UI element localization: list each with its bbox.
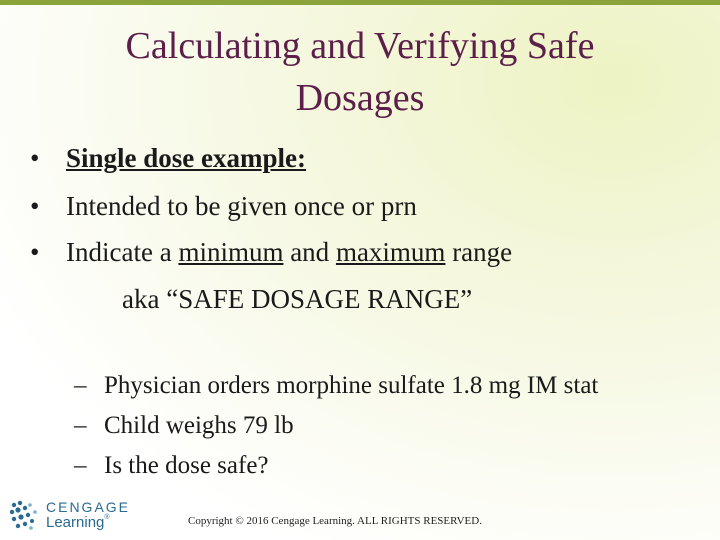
cengage-logo bbox=[8, 497, 138, 535]
bullet-text-minimum: minimum bbox=[178, 237, 284, 267]
bullet-dot: • bbox=[30, 237, 40, 267]
sub-bullet-item bbox=[74, 372, 598, 400]
sub-bullet-text: Is the dose safe? bbox=[104, 452, 269, 479]
logo-text-bottom bbox=[46, 514, 110, 531]
copyright-notice: Copyright © 2016 Cengage Learning. ALL RIGHTS RESERVED. bbox=[188, 515, 482, 527]
cengage-logo-mark-icon bbox=[8, 499, 42, 531]
sub-bullet-text: Child weighs 79 lb bbox=[104, 412, 294, 439]
bullet-text-post: range bbox=[445, 237, 513, 267]
slide-title bbox=[40, 20, 680, 124]
logo-text-top: CENGAGE bbox=[46, 499, 131, 515]
sub-bullet-text: Physician orders morphine sulfate 1.8 mg IM stat bbox=[104, 372, 599, 399]
sub-dash: – bbox=[74, 372, 87, 399]
bullet-text: Intended to be given once or prn bbox=[66, 191, 417, 221]
bullet-text-mid: and bbox=[283, 237, 336, 267]
title-line-1: Calculating and Verifying Safe bbox=[125, 25, 595, 67]
bullet-item bbox=[30, 237, 512, 268]
logo-word: Learning bbox=[46, 514, 105, 531]
registered-mark: ® bbox=[104, 514, 110, 521]
title-line-2: Dosages bbox=[295, 77, 425, 119]
sub-bullet-item bbox=[74, 412, 294, 440]
sub-dash: – bbox=[74, 452, 87, 479]
bullet-text-maximum: maximum bbox=[335, 237, 446, 267]
sub-dash: – bbox=[74, 412, 87, 439]
bullet-dot: • bbox=[30, 191, 40, 221]
bullet-text: Single dose example: bbox=[66, 143, 306, 173]
bullet-item bbox=[30, 143, 306, 174]
top-accent-bar bbox=[0, 0, 720, 5]
bullet-text-pre: Indicate a bbox=[66, 237, 179, 267]
bullet-dot: • bbox=[30, 143, 40, 173]
sub-bullet-item bbox=[74, 452, 269, 480]
bullet-item bbox=[30, 191, 417, 222]
indent-line: aka “SAFE DOSAGE RANGE” bbox=[122, 284, 473, 314]
